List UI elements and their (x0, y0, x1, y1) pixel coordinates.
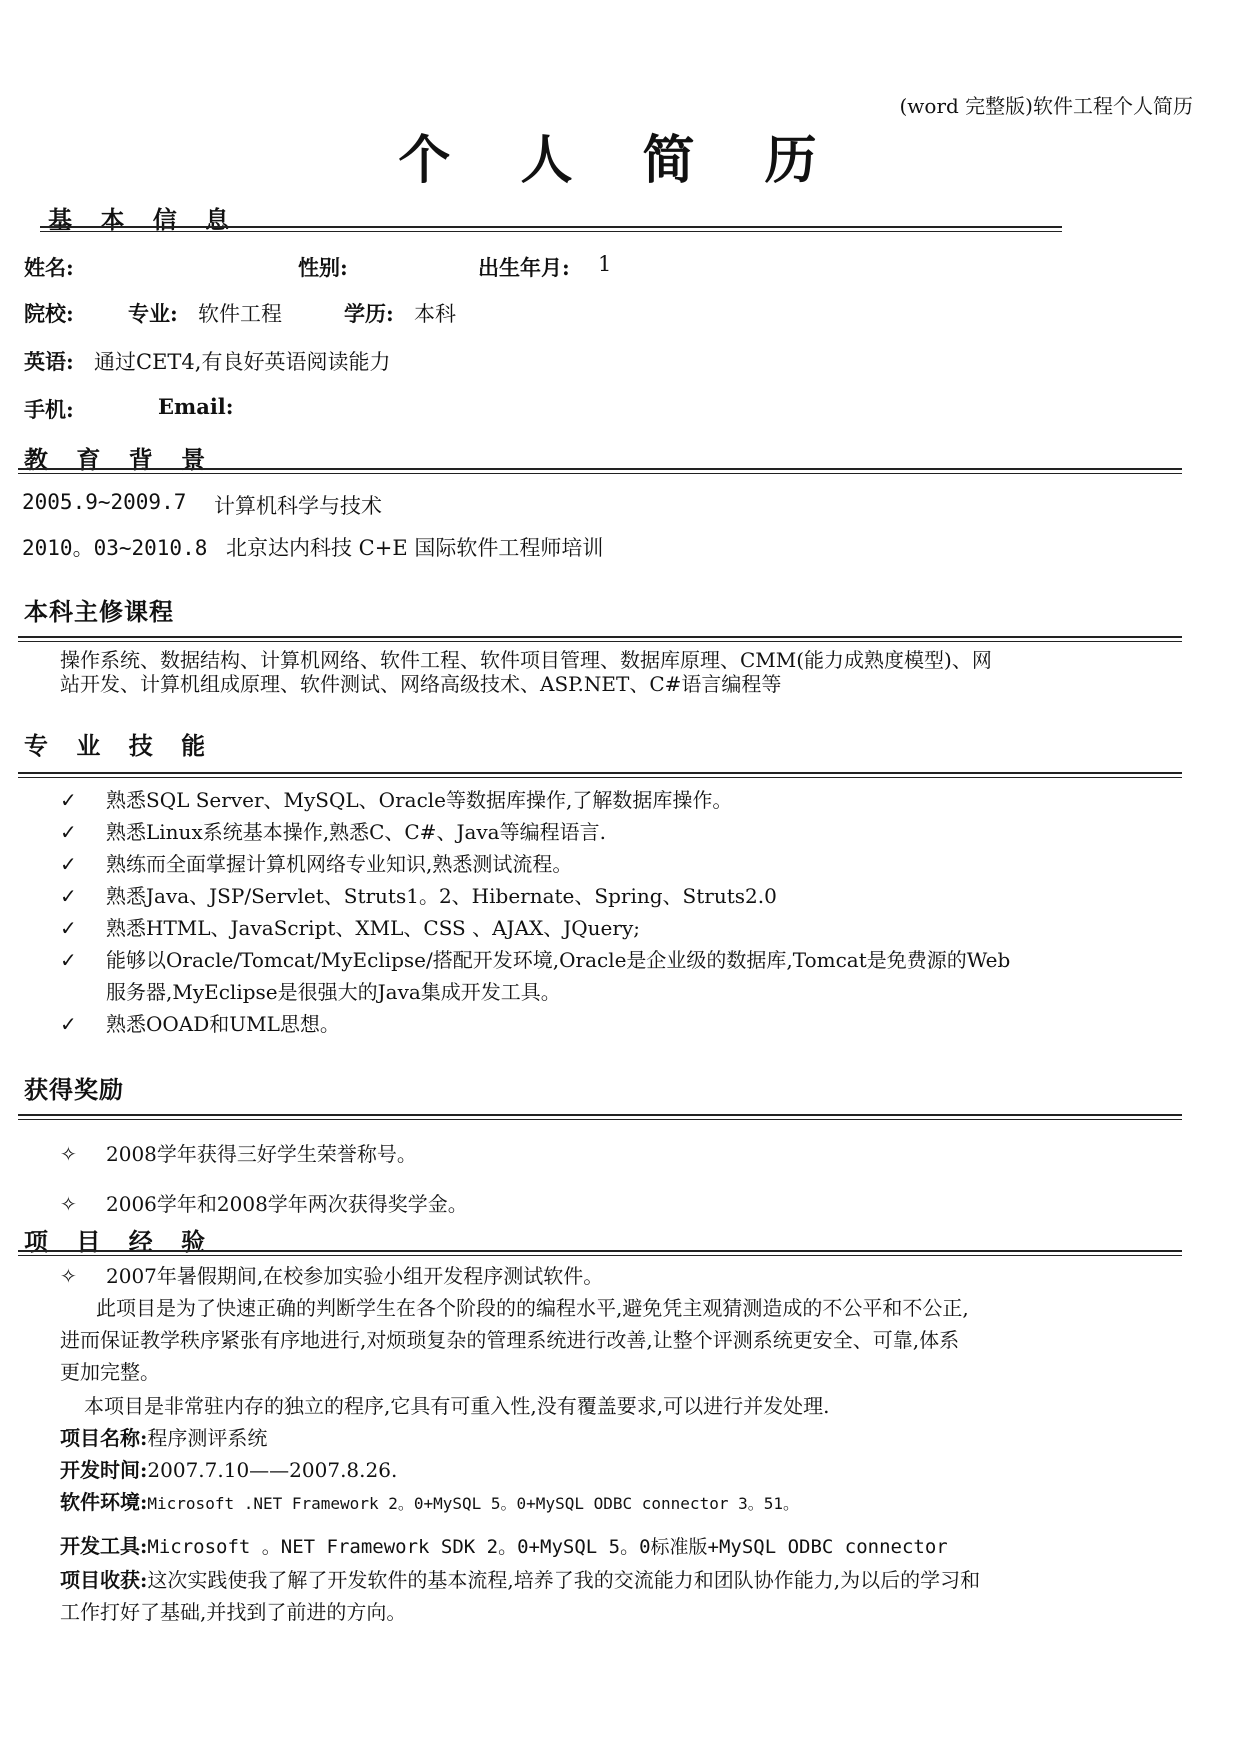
project-env-row: 软件环境:Microsoft .NET Framework 2。0+MySQL 5。0+MySQL ODBC connector 3。51。 (60, 1490, 799, 1514)
project-gain-row: 项目收获:这次实践使我了解了开发软件的基本流程,培养了我的交流能力和团队协作能力,为以后的学习和 (60, 1568, 981, 1592)
project-paragraph-line: 此项目是为了快速正确的判断学生在各个阶段的的编程水平,避免凭主观猜测造成的不公平和不公正, (96, 1296, 969, 1320)
major-label: 专业: (128, 301, 178, 326)
section-divider (18, 1114, 1182, 1120)
check-icon: ✓ (60, 916, 77, 940)
english-label: 英语: (24, 349, 74, 374)
gender-label: 性别: (298, 255, 348, 280)
skill-item: ✓ 熟悉Java、JSP/Servlet、Struts1。2、Hibernate、Spring、Struts2.0 (60, 884, 777, 908)
project-tools-row: 开发工具:Microsoft 。NET Framework SDK 2。0+MySQL 5。0标准版+MySQL ODBC connector (60, 1534, 948, 1558)
document-header-note: (word 完整版)软件工程个人简历 (899, 94, 1193, 118)
section-divider (18, 1250, 1182, 1256)
education-period: 2010。03~2010.8 (22, 536, 208, 560)
phone-label: 手机: (24, 397, 74, 422)
skill-item: ✓ 熟悉Linux系统基本操作,熟悉C、C#、Java等编程语言. (60, 820, 606, 844)
section-divider (18, 772, 1182, 778)
english-value: 通过CET4,有良好英语阅读能力 (94, 350, 391, 374)
skill-item-continuation: 服务器,MyEclipse是很强大的Java集成开发工具。 (106, 980, 561, 1004)
section-divider (18, 468, 1182, 474)
degree-value: 本科 (414, 302, 456, 326)
award-item: ✧ 2008学年获得三好学生荣誉称号。 (60, 1142, 417, 1166)
section-heading-basic: 基 本 信 息 (48, 205, 240, 234)
check-icon: ✓ (60, 852, 77, 876)
project-paragraph-line: 本项目是非常驻内存的独立的程序,它具有可重入性,没有覆盖要求,可以进行并发处理. (84, 1394, 830, 1418)
skill-item: ✓ 能够以Oracle/Tomcat/MyEclipse/搭配开发环境,Oracle是企业级的数据库,Tomcat是免费源的Web (60, 948, 1011, 972)
birth-label: 出生年月: (478, 255, 570, 280)
check-icon: ✓ (60, 820, 77, 844)
check-icon: ✓ (60, 1012, 77, 1036)
school-label: 院校: (24, 301, 74, 326)
project-paragraph-line: 更加完整。 (60, 1360, 160, 1384)
sparkle-icon: ✧ (60, 1142, 77, 1166)
page-title: 个 人 简 历 (398, 130, 843, 191)
skill-item: ✓ 熟悉HTML、JavaScript、XML、CSS 、AJAX、JQuery; (60, 916, 640, 940)
project-intro: ✧ 2007年暑假期间,在校参加实验小组开发程序测试软件。 (60, 1264, 604, 1288)
sparkle-icon: ✧ (60, 1192, 77, 1216)
check-icon: ✓ (60, 884, 77, 908)
project-paragraph-line: 进而保证教学秩序紧张有序地进行,对烦琐复杂的管理系统进行改善,让整个评测系统更安全、可靠,体系 (60, 1328, 960, 1352)
skill-item: ✓ 熟练而全面掌握计算机网络专业知识,熟悉测试流程。 (60, 852, 573, 876)
section-divider (18, 636, 1182, 642)
section-heading-skills: 专 业 技 能 (24, 731, 216, 760)
skill-item: ✓ 熟悉OOAD和UML思想。 (60, 1012, 340, 1036)
degree-label: 学历: (344, 301, 394, 326)
education-desc: 北京达内科技 C+E 国际软件工程师培训 (226, 536, 604, 560)
section-heading-awards: 获得奖励 (24, 1075, 124, 1104)
check-icon: ✓ (60, 948, 77, 972)
sparkle-icon: ✧ (60, 1264, 77, 1288)
check-icon: ✓ (60, 788, 77, 812)
education-desc: 计算机科学与技术 (214, 494, 382, 518)
section-heading-education: 教 育 背 景 (24, 445, 216, 474)
section-divider (40, 226, 1062, 232)
skill-item: ✓ 熟悉SQL Server、MySQL、Oracle等数据库操作,了解数据库操作。 (60, 788, 733, 812)
major-value: 软件工程 (198, 302, 282, 326)
project-name-row: 项目名称:程序测评系统 (60, 1426, 268, 1450)
birth-value: 1 (598, 252, 612, 276)
section-heading-projects: 项 目 经 验 (24, 1227, 216, 1256)
email-label: Email: (158, 394, 234, 419)
education-period: 2005.9~2009.7 (22, 490, 187, 514)
project-gain-continuation: 工作打好了基础,并找到了前进的方向。 (60, 1600, 407, 1624)
section-heading-courses: 本科主修课程 (24, 597, 174, 626)
name-label: 姓名: (24, 255, 74, 280)
project-time-row: 开发时间:2007.7.10——2007.8.26. (60, 1458, 398, 1482)
courses-line: 站开发、计算机组成原理、软件测试、网络高级技术、ASP.NET、C#语言编程等 (60, 672, 782, 696)
award-item: ✧ 2006学年和2008学年两次获得奖学金。 (60, 1192, 468, 1216)
courses-line: 操作系统、数据结构、计算机网络、软件工程、软件项目管理、数据库原理、CMM(能力成熟度模型)、网 (60, 648, 992, 672)
